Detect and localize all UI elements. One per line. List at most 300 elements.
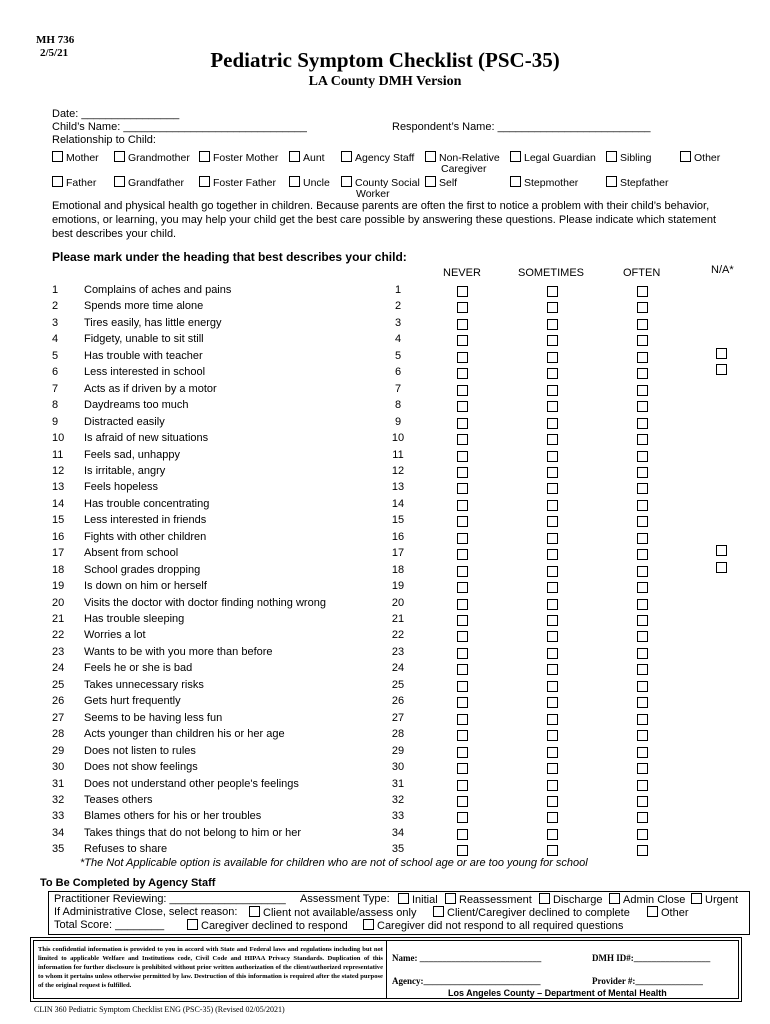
- symptom-row: [0, 333, 770, 349]
- checkbox-foster-father[interactable]: [199, 176, 210, 187]
- never-checkbox[interactable]: [457, 549, 468, 560]
- never-checkbox[interactable]: [457, 385, 468, 396]
- often-checkbox[interactable]: [637, 648, 648, 659]
- relationship-option-foster-mother[interactable]: [199, 151, 278, 164]
- checkbox-county-social[interactable]: [341, 176, 352, 187]
- often-checkbox[interactable]: [637, 368, 648, 379]
- sometimes-checkbox[interactable]: [547, 796, 558, 807]
- relationship-option-label: Uncle: [303, 177, 330, 189]
- sometimes-checkbox[interactable]: [547, 829, 558, 840]
- item-number: 24: [52, 662, 65, 675]
- symptom-row: [0, 712, 770, 728]
- sometimes-checkbox[interactable]: [547, 763, 558, 774]
- checkbox-legal-guardian[interactable]: [510, 151, 521, 162]
- item-number: 29: [52, 744, 65, 757]
- often-checkbox[interactable]: [637, 549, 648, 560]
- often-checkbox[interactable]: [637, 566, 648, 577]
- relationship-option-aunt[interactable]: [289, 151, 325, 164]
- symptom-row: [0, 498, 770, 514]
- never-checkbox[interactable]: [457, 582, 468, 593]
- item-number: 34: [52, 826, 65, 839]
- confidential-text: This confidential information is provided to you in accord with State and Federal laws and regulations including but not limited to applicable Welfare and Institutions code, Civil Code and HIPAA Privacy Standards. Duplication of this information for further disclosure is prohibited without prior written authorization of the client/authorized representative to whom it pertains unless otherwise permitted by law. Destruction of this information is required after the stated purpose of the original request is fulfilled.: [38, 946, 383, 989]
- item-number: 30: [52, 761, 65, 774]
- never-checkbox[interactable]: [457, 845, 468, 856]
- close-reason-client-not-available-assess-only[interactable]: [249, 906, 416, 919]
- checkbox-discharge[interactable]: [539, 893, 550, 904]
- item-text: Acts as if driven by a motor: [84, 382, 217, 395]
- item-number-right: 9: [394, 415, 402, 428]
- item-number: 7: [52, 382, 59, 395]
- never-checkbox[interactable]: [457, 434, 468, 445]
- never-checkbox[interactable]: [457, 730, 468, 741]
- assessment-type-urgent[interactable]: [691, 893, 738, 906]
- respondent-name-field[interactable]: Respondent’s Name: _________________________: [392, 121, 651, 133]
- item-text: Is irritable, angry: [84, 464, 166, 477]
- agency-field[interactable]: Agency:__________________________: [392, 976, 541, 986]
- symptom-row: [0, 695, 770, 711]
- never-checkbox[interactable]: [457, 401, 468, 412]
- item-number: 27: [52, 711, 65, 724]
- symptom-row: [0, 728, 770, 744]
- often-checkbox[interactable]: [637, 401, 648, 412]
- item-text: Feels sad, unhappy: [84, 448, 181, 461]
- never-checkbox[interactable]: [457, 368, 468, 379]
- item-number: 18: [52, 563, 65, 576]
- sometimes-checkbox[interactable]: [547, 335, 558, 346]
- often-checkbox[interactable]: [637, 664, 648, 675]
- item-text: Gets hurt frequently: [84, 695, 181, 708]
- item-number: 13: [52, 481, 65, 494]
- sometimes-checkbox[interactable]: [547, 483, 558, 494]
- item-number: 15: [52, 514, 65, 527]
- often-checkbox[interactable]: [637, 845, 648, 856]
- often-checkbox[interactable]: [637, 319, 648, 330]
- form-code: MH 736: [36, 34, 75, 46]
- relationship-option-label: Father: [66, 177, 97, 189]
- never-checkbox[interactable]: [457, 451, 468, 462]
- often-checkbox[interactable]: [637, 385, 648, 396]
- often-checkbox[interactable]: [637, 451, 648, 462]
- never-checkbox[interactable]: [457, 319, 468, 330]
- practitioner-field[interactable]: Practitioner Reviewing: ___________________: [54, 893, 286, 905]
- never-checkbox[interactable]: [457, 516, 468, 527]
- never-checkbox[interactable]: [457, 335, 468, 346]
- close-reason-other[interactable]: [647, 906, 689, 919]
- relationship-option-grandfather[interactable]: [114, 176, 184, 189]
- often-checkbox[interactable]: [637, 500, 648, 511]
- never-checkbox[interactable]: [457, 599, 468, 610]
- relationship-option-sibling[interactable]: [606, 151, 652, 164]
- item-text: Less interested in friends: [84, 514, 207, 527]
- score-option-2[interactable]: [363, 919, 623, 932]
- symptom-row: [0, 810, 770, 826]
- footer-text: CLIN 360 Pediatric Symptom Checklist ENG (PSC-35) (Revised 02/05/2021): [34, 1005, 285, 1014]
- item-number: 12: [52, 464, 65, 477]
- checkbox-father[interactable]: [52, 176, 63, 187]
- often-checkbox[interactable]: [637, 533, 648, 544]
- confidential-box: [30, 937, 742, 1002]
- symptom-row: [0, 778, 770, 794]
- checkbox-uncle[interactable]: [289, 176, 300, 187]
- checkbox-non-relative[interactable]: [425, 151, 436, 162]
- item-number: 6: [52, 366, 59, 379]
- item-text: Does not understand other people's feelings: [84, 777, 299, 790]
- checkbox-urgent[interactable]: [691, 893, 702, 904]
- item-text: Wants to be with you more than before: [84, 645, 273, 658]
- sometimes-checkbox[interactable]: [547, 500, 558, 511]
- sometimes-checkbox[interactable]: [547, 533, 558, 544]
- score-option-1[interactable]: [187, 919, 348, 932]
- sometimes-checkbox[interactable]: [547, 697, 558, 708]
- item-number-right: 12: [391, 464, 405, 477]
- checkbox-score-option[interactable]: [363, 919, 374, 930]
- sometimes-checkbox[interactable]: [547, 599, 558, 610]
- item-text: Less interested in school: [84, 366, 206, 379]
- item-number-right: 22: [391, 629, 405, 642]
- checkbox-self[interactable]: [425, 176, 436, 187]
- symptom-row: [0, 597, 770, 613]
- item-number: 16: [52, 530, 65, 543]
- score-option-label: Caregiver declined to respond: [201, 920, 348, 932]
- item-number-right: 34: [391, 826, 405, 839]
- never-checkbox[interactable]: [457, 697, 468, 708]
- never-checkbox[interactable]: [457, 681, 468, 692]
- often-checkbox[interactable]: [637, 516, 648, 527]
- sometimes-checkbox[interactable]: [547, 681, 558, 692]
- item-text: Blames others for his or her troubles: [84, 810, 262, 823]
- close-reason-client-caregiver-declined-to-complete[interactable]: [433, 906, 630, 919]
- na-footnote: *The Not Applicable option is available for children who are not of school age or are too young for school: [80, 857, 588, 869]
- sometimes-checkbox[interactable]: [547, 582, 558, 593]
- relationship-option-label: Agency Staff: [355, 152, 415, 164]
- never-checkbox[interactable]: [457, 780, 468, 791]
- checkbox-grandmother[interactable]: [114, 151, 125, 162]
- item-number-right: 33: [391, 810, 405, 823]
- never-checkbox[interactable]: [457, 664, 468, 675]
- na-checkbox[interactable]: [716, 545, 727, 556]
- relationship-option-uncle[interactable]: [289, 176, 330, 189]
- sometimes-checkbox[interactable]: [547, 549, 558, 560]
- date-field[interactable]: Date: ________________: [52, 108, 180, 120]
- checkbox-other[interactable]: [647, 906, 658, 917]
- never-checkbox[interactable]: [457, 796, 468, 807]
- relationship-option-mother[interactable]: [52, 151, 99, 164]
- relationship-option-self[interactable]: [425, 176, 457, 189]
- sometimes-checkbox[interactable]: [547, 319, 558, 330]
- item-text: Complains of aches and pains: [84, 284, 232, 296]
- symptom-row: [0, 827, 770, 843]
- never-checkbox[interactable]: [457, 747, 468, 758]
- never-checkbox[interactable]: [457, 302, 468, 313]
- item-number: 32: [52, 793, 65, 806]
- often-checkbox[interactable]: [637, 681, 648, 692]
- checkbox-aunt[interactable]: [289, 151, 300, 162]
- checkbox-reassessment[interactable]: [445, 893, 456, 904]
- relationship-option-other[interactable]: [680, 151, 720, 164]
- item-number-right: 13: [391, 481, 405, 494]
- sometimes-checkbox[interactable]: [547, 516, 558, 527]
- symptom-row: [0, 284, 770, 300]
- never-checkbox[interactable]: [457, 631, 468, 642]
- assessment-type-label: Assessment Type:: [300, 893, 390, 905]
- assessment-type-label: Initial: [412, 894, 438, 906]
- never-checkbox[interactable]: [457, 286, 468, 297]
- often-checkbox[interactable]: [637, 352, 648, 363]
- often-checkbox[interactable]: [637, 796, 648, 807]
- often-checkbox[interactable]: [637, 763, 648, 774]
- confidential-inner: [33, 940, 739, 999]
- item-text: Takes unnecessary risks: [84, 678, 204, 691]
- item-number-right: 2: [394, 300, 402, 313]
- assessment-type-admin-close[interactable]: [609, 893, 685, 906]
- item-number-right: 29: [391, 744, 405, 757]
- item-number: 14: [52, 497, 65, 510]
- relationship-option-grandmother[interactable]: [114, 151, 190, 164]
- symptom-row: [0, 399, 770, 415]
- relationship-option-label: Grandfather: [128, 177, 185, 189]
- relationship-option-label: Mother: [66, 152, 99, 164]
- item-number: 23: [52, 645, 65, 658]
- sometimes-checkbox[interactable]: [547, 418, 558, 429]
- item-number-right: 30: [391, 761, 405, 774]
- item-text: Feels he or she is bad: [84, 662, 193, 675]
- sometimes-checkbox[interactable]: [547, 648, 558, 659]
- sometimes-checkbox[interactable]: [547, 302, 558, 313]
- item-number-right: 14: [391, 497, 405, 510]
- symptom-row: [0, 366, 770, 382]
- item-number-right: 23: [391, 645, 405, 658]
- sometimes-checkbox[interactable]: [547, 368, 558, 379]
- never-checkbox[interactable]: [457, 648, 468, 659]
- relationship-option-legal-guardian[interactable]: [510, 151, 596, 164]
- relationship-option-father[interactable]: [52, 176, 96, 189]
- often-checkbox[interactable]: [637, 780, 648, 791]
- often-checkbox[interactable]: [637, 467, 648, 478]
- checkbox-mother[interactable]: [52, 151, 63, 162]
- item-number-right: 31: [391, 777, 405, 790]
- item-number-right: 18: [391, 563, 405, 576]
- symptom-row: [0, 646, 770, 662]
- relationship-option-stepfather[interactable]: [606, 176, 668, 189]
- sometimes-checkbox[interactable]: [547, 615, 558, 626]
- often-checkbox[interactable]: [637, 483, 648, 494]
- item-number: 22: [52, 629, 65, 642]
- symptom-row: [0, 745, 770, 761]
- sometimes-checkbox[interactable]: [547, 631, 558, 642]
- item-text: Feels hopeless: [84, 481, 158, 494]
- assessment-type-discharge[interactable]: [539, 893, 603, 906]
- page-subtitle: LA County DMH Version: [308, 74, 462, 89]
- symptom-row: [0, 300, 770, 316]
- often-checkbox[interactable]: [637, 286, 648, 297]
- sometimes-checkbox[interactable]: [547, 780, 558, 791]
- sometimes-checkbox[interactable]: [547, 352, 558, 363]
- item-number: 17: [52, 547, 65, 560]
- na-checkbox[interactable]: [716, 562, 727, 573]
- item-number-right: 7: [394, 382, 402, 395]
- never-checkbox[interactable]: [457, 763, 468, 774]
- item-number-right: 20: [391, 596, 405, 609]
- often-checkbox[interactable]: [637, 730, 648, 741]
- never-checkbox[interactable]: [457, 418, 468, 429]
- often-checkbox[interactable]: [637, 335, 648, 346]
- item-number: 8: [52, 399, 59, 412]
- item-text: Teases others: [84, 793, 153, 806]
- assessment-type-label: Discharge: [553, 894, 603, 906]
- sometimes-checkbox[interactable]: [547, 747, 558, 758]
- symptom-row: [0, 481, 770, 497]
- symptom-row: [0, 662, 770, 678]
- sometimes-checkbox[interactable]: [547, 467, 558, 478]
- item-text: Has trouble sleeping: [84, 613, 185, 625]
- sometimes-checkbox[interactable]: [547, 812, 558, 823]
- item-number-right: 25: [391, 678, 405, 691]
- checkbox-stepmother[interactable]: [510, 176, 521, 187]
- never-checkbox[interactable]: [457, 467, 468, 478]
- checkbox-grandfather[interactable]: [114, 176, 125, 187]
- checkbox-initial[interactable]: [398, 893, 409, 904]
- checkbox-client-not-available-assess-only[interactable]: [249, 906, 260, 917]
- sometimes-checkbox[interactable]: [547, 730, 558, 741]
- intro-text: Emotional and physical health go together in children. Because parents are often the first to notice a problem with their child’s behavior, emotions, or learning, you may help your child get the best care possible by answering these questions. Please indicate which statement best describes your child.: [52, 200, 717, 240]
- never-checkbox[interactable]: [457, 615, 468, 626]
- item-number: 2: [52, 300, 59, 313]
- checkbox-stepfather[interactable]: [606, 176, 617, 187]
- sometimes-checkbox[interactable]: [547, 434, 558, 445]
- checkbox-admin-close[interactable]: [609, 893, 620, 904]
- relationship-option-label: Grandmother: [128, 152, 190, 164]
- relationship-option-label: Aunt: [303, 152, 325, 164]
- sometimes-checkbox[interactable]: [547, 566, 558, 577]
- item-number: 10: [52, 432, 65, 445]
- item-text: Worries a lot: [84, 629, 146, 642]
- assessment-type-label: Admin Close: [623, 894, 686, 906]
- never-checkbox[interactable]: [457, 483, 468, 494]
- staff-heading: To Be Completed by Agency Staff: [40, 877, 216, 889]
- item-text: Spends more time alone: [84, 300, 204, 313]
- relationship-option-stepmother[interactable]: [510, 176, 578, 189]
- symptom-row: [0, 465, 770, 481]
- sometimes-checkbox[interactable]: [547, 451, 558, 462]
- sometimes-checkbox[interactable]: [547, 714, 558, 725]
- item-number: 26: [52, 695, 65, 708]
- relationship-option-label: Foster Mother: [213, 152, 279, 164]
- item-text: Fights with other children: [84, 530, 207, 543]
- score-option-label: Caregiver did not respond to all required questions: [377, 920, 624, 932]
- item-number-right: 4: [394, 333, 402, 346]
- never-checkbox[interactable]: [457, 500, 468, 511]
- symptom-row: [0, 564, 770, 580]
- symptom-row: [0, 580, 770, 596]
- dmh-id-field[interactable]: DMH ID#:_________________: [592, 953, 711, 963]
- relationship-option-agency-staff[interactable]: [341, 151, 414, 164]
- checkbox-sibling[interactable]: [606, 151, 617, 162]
- col-na: N/A*: [711, 264, 734, 276]
- symptom-row: [0, 547, 770, 563]
- checkbox-foster-mother[interactable]: [199, 151, 210, 162]
- relationship-label: Relationship to Child:: [52, 134, 156, 146]
- item-number: 1: [52, 284, 59, 296]
- never-checkbox[interactable]: [457, 352, 468, 363]
- item-number: 9: [52, 415, 59, 428]
- provider-field[interactable]: Provider #:_______________: [592, 976, 703, 986]
- symptom-row: [0, 613, 770, 629]
- sometimes-checkbox[interactable]: [547, 286, 558, 297]
- never-checkbox[interactable]: [457, 714, 468, 725]
- client-name-field[interactable]: Name: ___________________________: [392, 953, 542, 963]
- item-number: 3: [52, 316, 59, 329]
- sometimes-checkbox[interactable]: [547, 401, 558, 412]
- relationship-option-label: Non-Relative: [439, 152, 500, 164]
- symptom-row: [0, 514, 770, 530]
- staff-box: [48, 891, 750, 935]
- item-text: Does not listen to rules: [84, 744, 196, 757]
- child-name-field[interactable]: Child’s Name: ______________________________: [52, 121, 307, 133]
- item-text: Has trouble with teacher: [84, 349, 203, 362]
- often-checkbox[interactable]: [637, 615, 648, 626]
- often-checkbox[interactable]: [637, 829, 648, 840]
- relationship-option-foster-father[interactable]: [199, 176, 276, 189]
- often-checkbox[interactable]: [637, 582, 648, 593]
- assessment-type-reassessment[interactable]: [445, 893, 532, 906]
- item-text: Does not show feelings: [84, 761, 198, 774]
- item-number-right: 27: [391, 711, 405, 724]
- item-number-right: 10: [391, 432, 405, 445]
- item-number: 31: [52, 777, 65, 790]
- assessment-type-initial[interactable]: [398, 893, 438, 906]
- col-often: OFTEN: [623, 267, 661, 279]
- never-checkbox[interactable]: [457, 829, 468, 840]
- item-text: Daydreams too much: [84, 399, 189, 412]
- sometimes-checkbox[interactable]: [547, 385, 558, 396]
- symptom-row: [0, 432, 770, 448]
- item-text: Has trouble concentrating: [84, 497, 210, 510]
- often-checkbox[interactable]: [637, 747, 648, 758]
- never-checkbox[interactable]: [457, 533, 468, 544]
- checkbox-agency-staff[interactable]: [341, 151, 352, 162]
- item-text: Absent from school: [84, 547, 179, 560]
- often-checkbox[interactable]: [637, 418, 648, 429]
- checkbox-other[interactable]: [680, 151, 691, 162]
- item-text: Distracted easily: [84, 415, 165, 428]
- item-number: 33: [52, 810, 65, 823]
- item-number: 19: [52, 580, 65, 593]
- often-checkbox[interactable]: [637, 714, 648, 725]
- often-checkbox[interactable]: [637, 812, 648, 823]
- never-checkbox[interactable]: [457, 566, 468, 577]
- sometimes-checkbox[interactable]: [547, 664, 558, 675]
- relationship-option-label: Sibling: [620, 152, 652, 164]
- item-number-right: 19: [391, 580, 405, 593]
- item-number: 28: [52, 728, 65, 741]
- symptom-row: [0, 794, 770, 810]
- sometimes-checkbox[interactable]: [547, 845, 558, 856]
- often-checkbox[interactable]: [637, 631, 648, 642]
- often-checkbox[interactable]: [637, 434, 648, 445]
- na-checkbox[interactable]: [716, 364, 727, 375]
- often-checkbox[interactable]: [637, 302, 648, 313]
- col-never: NEVER: [443, 267, 481, 279]
- checkbox-score-option[interactable]: [187, 919, 198, 930]
- na-checkbox[interactable]: [716, 348, 727, 359]
- item-number-right: 15: [391, 514, 405, 527]
- symptom-row: [0, 629, 770, 645]
- often-checkbox[interactable]: [637, 599, 648, 610]
- checkbox-client-caregiver-declined-to-complete[interactable]: [433, 906, 444, 917]
- never-checkbox[interactable]: [457, 812, 468, 823]
- total-score-field[interactable]: Total Score: ________: [54, 919, 165, 931]
- often-checkbox[interactable]: [637, 697, 648, 708]
